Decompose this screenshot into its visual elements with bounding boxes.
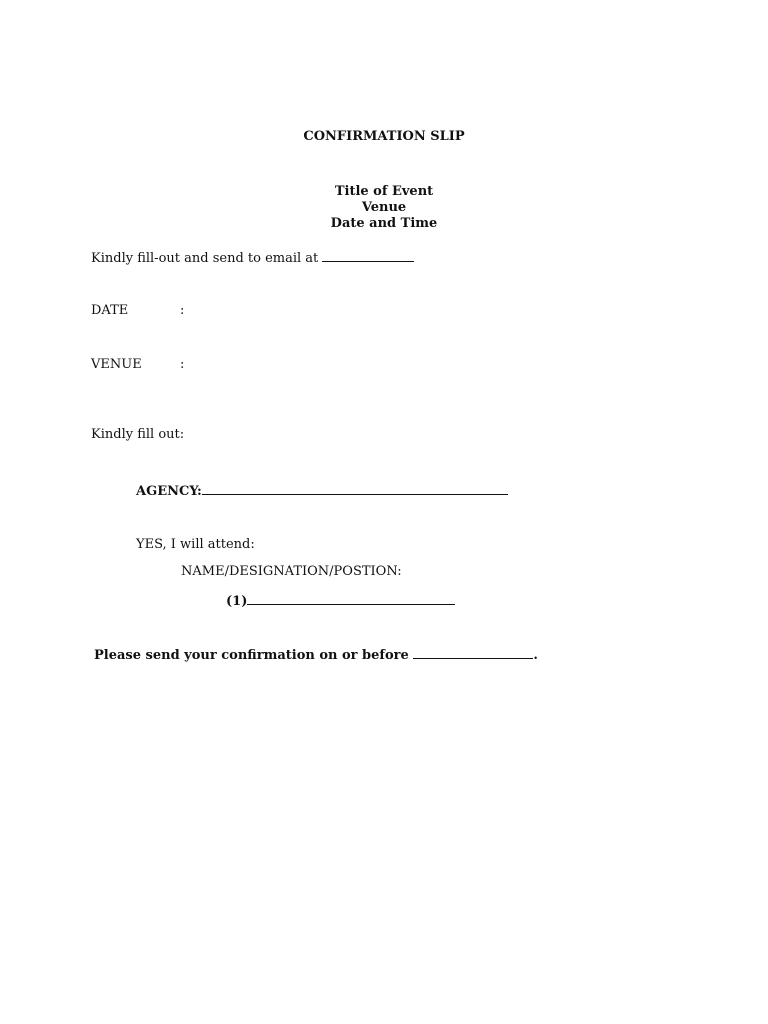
date-label: DATE [91,303,129,318]
venue-label: VENUE [91,357,142,372]
attend-label: YES, I will attend: [136,537,255,552]
agency-label: AGENCY: [136,484,202,499]
event-venue: Venue [361,200,407,215]
entry-blank[interactable] [247,592,455,605]
date-colon: : [180,303,185,318]
deadline-row [94,646,538,664]
venue-colon: : [180,357,185,372]
fill-out-label: Kindly fill out: [91,427,185,442]
agency-row [136,482,508,500]
email-blank[interactable] [322,249,414,262]
event-title: Title of Event [334,184,434,199]
deadline-period: . [533,648,538,663]
email-instruction [91,249,414,267]
deadline-blank[interactable] [413,646,533,659]
deadline-text: Please send your confirmation on or before [94,648,409,663]
event-datetime: Date and Time [330,216,438,231]
entry-row-1 [226,592,455,610]
entry-number: (1) [226,594,248,609]
name-designation-label: NAME/DESIGNATION/POSTION: [181,564,402,579]
email-instruction-text: Kindly fill-out and send to email at [91,251,319,266]
document-title: CONFIRMATION SLIP [303,129,465,144]
agency-blank[interactable] [202,482,508,495]
